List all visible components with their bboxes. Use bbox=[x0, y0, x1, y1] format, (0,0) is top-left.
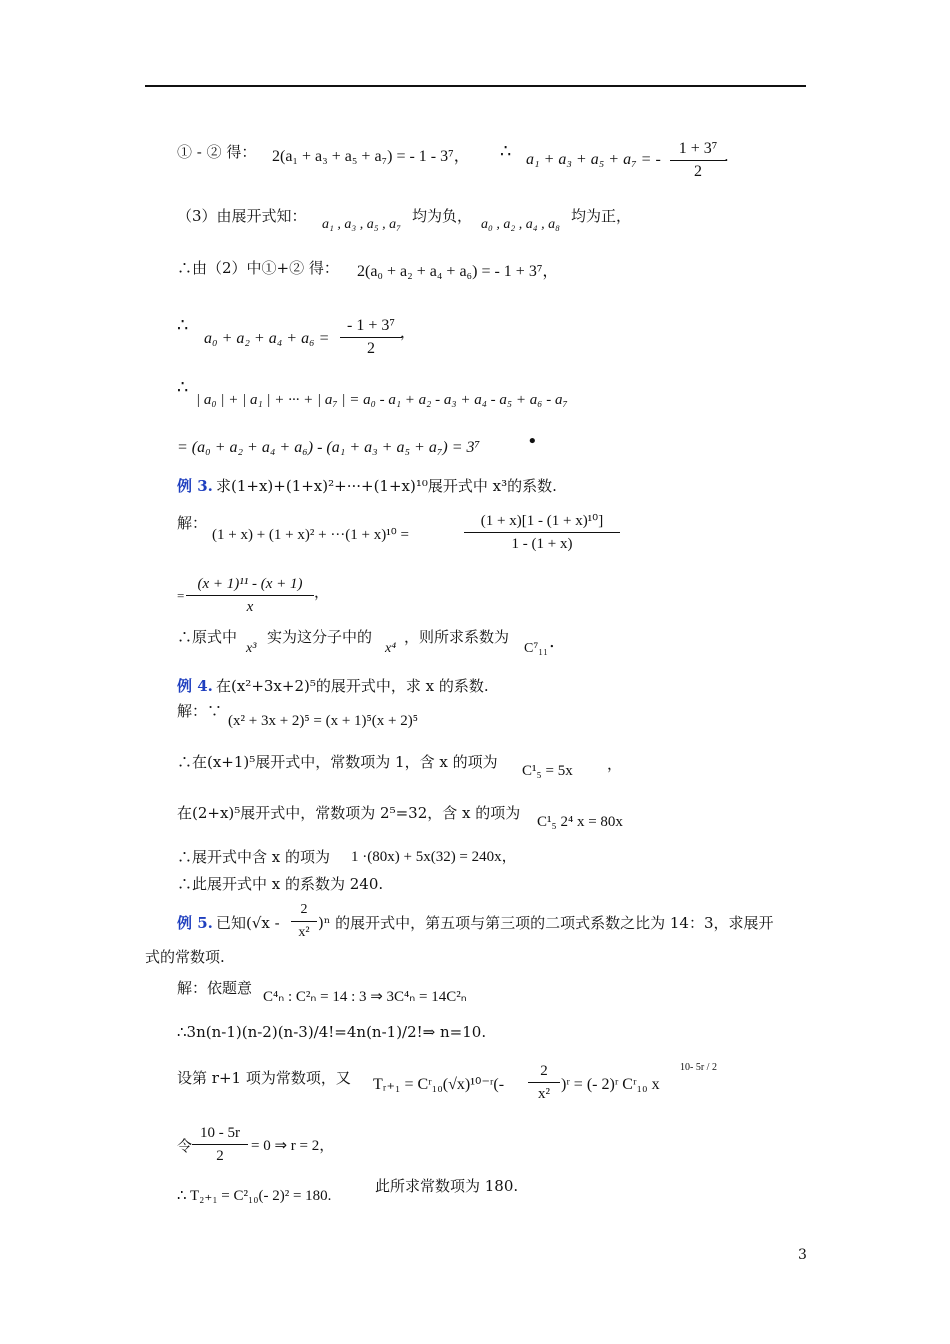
equation: Tᵣ₊₁ = Cʳ₁₀(√x)¹⁰⁻ʳ(- bbox=[373, 1076, 505, 1093]
equation: C¹₅ = 5x bbox=[522, 763, 573, 779]
numerator: (1 + x)[1 - (1 + x)¹⁰] bbox=[480, 513, 604, 529]
equation: a₀ + a₂ + a₄ + a₆ = bbox=[204, 330, 330, 347]
fraction bbox=[186, 573, 314, 618]
equation: (1 + x) + (1 + x)² + ···(1 + x)¹⁰ = bbox=[212, 527, 409, 543]
text-line: ，则所求系数为 bbox=[404, 628, 510, 646]
example-4-question: 在(x²+3x+2)⁵的展开式中，求 x 的系数. bbox=[216, 677, 489, 695]
equation: ∴ T₂₊₁ = C²₁₀(- 2)² = 180. bbox=[177, 1188, 332, 1204]
exponent: 10- 5r / 2 bbox=[680, 1062, 717, 1073]
equation: = (a₀ + a₂ + a₄ + a₆) - (a₁ + a₃ + a₅ + a₇) = 3⁷ bbox=[177, 439, 481, 456]
denominator: x² bbox=[298, 925, 310, 940]
denominator: 2 bbox=[367, 340, 375, 357]
numerator: 10 - 5r bbox=[200, 1125, 240, 1141]
fraction bbox=[670, 138, 726, 183]
denominator: x² bbox=[538, 1086, 550, 1102]
example-5-question: 已知(√x - bbox=[216, 914, 280, 932]
comma: ， bbox=[314, 583, 330, 601]
denominator: 2 bbox=[694, 163, 702, 180]
text-line: 此所求常数项为 180. bbox=[375, 1177, 519, 1195]
combination: C⁷₁₁ bbox=[524, 641, 548, 656]
numerator: - 1 + 3⁷ bbox=[347, 317, 395, 334]
variable-list: a₀ , a₂ , a₄ , a₈ bbox=[481, 217, 560, 232]
text-line: ∴由（2）中①+② 得： bbox=[177, 259, 339, 277]
term: x⁴ bbox=[385, 641, 397, 656]
header-rule bbox=[145, 85, 806, 87]
therefore-symbol: ∴ bbox=[500, 141, 512, 162]
solution-label: 解：∵ bbox=[177, 702, 223, 720]
example-5-question: )ⁿ 的展开式中，第五项与第三项的二项式系数之比为 14：3，求展开 bbox=[318, 914, 774, 932]
text-line: ∴原式中 bbox=[177, 628, 238, 646]
equation: | a₀ | + | a₁ | + ··· + | a₇ | = a₀ - a₁ + a₂ - a₃ + a₄ - a₅ + a₆ - a₇ bbox=[196, 392, 568, 408]
text-line: 均为正， bbox=[571, 207, 632, 225]
text-line: 在(2+x)⁵展开式中，常数项为 2⁵=32，含 x 的项为 bbox=[177, 804, 521, 822]
text-line: ∴此展开式中 x 的系数为 240. bbox=[177, 875, 384, 893]
therefore-symbol: ∴ bbox=[177, 377, 189, 398]
equals-sign: = bbox=[177, 588, 185, 603]
equation: )ʳ = (- 2)ʳ Cʳ₁₀ x bbox=[561, 1076, 660, 1093]
page-number: 3 bbox=[798, 1247, 807, 1263]
equation: C¹₅ 2⁴ x = 80x bbox=[537, 814, 623, 830]
text-line: （3）由展开式知： bbox=[177, 207, 307, 225]
denominator: x bbox=[246, 599, 254, 615]
fraction bbox=[528, 1060, 560, 1105]
text-line: 令 bbox=[177, 1137, 193, 1155]
text-line: ∴3n(n-1)(n-2)(n-3)/4!=4n(n-1)/2!⇒ n=10. bbox=[177, 1023, 487, 1041]
step-label: ① - ② 得： bbox=[177, 143, 257, 161]
solution-label: 解： bbox=[177, 514, 208, 532]
equation: 1 ·(80x) + 5x(32) = 240x， bbox=[351, 849, 517, 865]
denominator: 1 - (1 + x) bbox=[511, 536, 573, 552]
equation: 2(a₁ + a₃ + a₅ + a₇) = - 1 - 3⁷， bbox=[272, 148, 470, 165]
comma: ， bbox=[400, 323, 416, 341]
comma: ， bbox=[607, 755, 623, 773]
example-3-label: 例 3. bbox=[177, 477, 213, 495]
variable-list: a₁ , a₃ , a₅ , a₇ bbox=[322, 217, 401, 232]
text-line: 实为这分子中的 bbox=[267, 628, 373, 646]
equation: C⁴ₙ : C²ₙ = 14 : 3 ⇒ 3C⁴ₙ = 14C²ₙ bbox=[263, 989, 467, 1005]
fraction bbox=[291, 899, 317, 944]
example-4-label: 例 4. bbox=[177, 677, 213, 695]
text-line: ∴在(x+1)⁵展开式中，常数项为 1，含 x 的项为 bbox=[177, 753, 498, 771]
fraction bbox=[192, 1122, 248, 1167]
numerator: 2 bbox=[300, 902, 308, 917]
period: . bbox=[724, 147, 729, 165]
equation: = 0 ⇒ r = 2， bbox=[251, 1138, 335, 1154]
fraction bbox=[464, 510, 620, 555]
solution-label: 解：依题意 bbox=[177, 979, 253, 997]
equation: 2(a₀ + a₂ + a₄ + a₆) = - 1 + 3⁷， bbox=[357, 263, 559, 280]
term: x³ bbox=[246, 641, 257, 656]
text-line: 均为负， bbox=[412, 207, 473, 225]
numerator: 2 bbox=[540, 1063, 548, 1079]
equation: a₁ + a₃ + a₅ + a₇ = - bbox=[526, 151, 661, 168]
example-5-label: 例 5. bbox=[177, 914, 213, 932]
numerator: (x + 1)¹¹ - (x + 1) bbox=[197, 576, 303, 592]
example-3-question: 求(1+x)+(1+x)²+···+(1+x)¹⁰展开式中 x³的系数. bbox=[216, 477, 557, 495]
period: • bbox=[527, 431, 538, 452]
denominator: 2 bbox=[216, 1148, 224, 1164]
example-5-question: 式的常数项. bbox=[145, 948, 225, 966]
therefore-symbol: ∴ bbox=[177, 315, 189, 336]
equation: (x² + 3x + 2)⁵ = (x + 1)⁵(x + 2)⁵ bbox=[228, 713, 418, 729]
period: . bbox=[549, 631, 555, 652]
text-line: 设第 r+1 项为常数项，又 bbox=[177, 1069, 351, 1087]
numerator: 1 + 3⁷ bbox=[678, 140, 718, 157]
fraction bbox=[340, 315, 402, 360]
text-line: ∴展开式中含 x 的项为 bbox=[177, 848, 330, 866]
